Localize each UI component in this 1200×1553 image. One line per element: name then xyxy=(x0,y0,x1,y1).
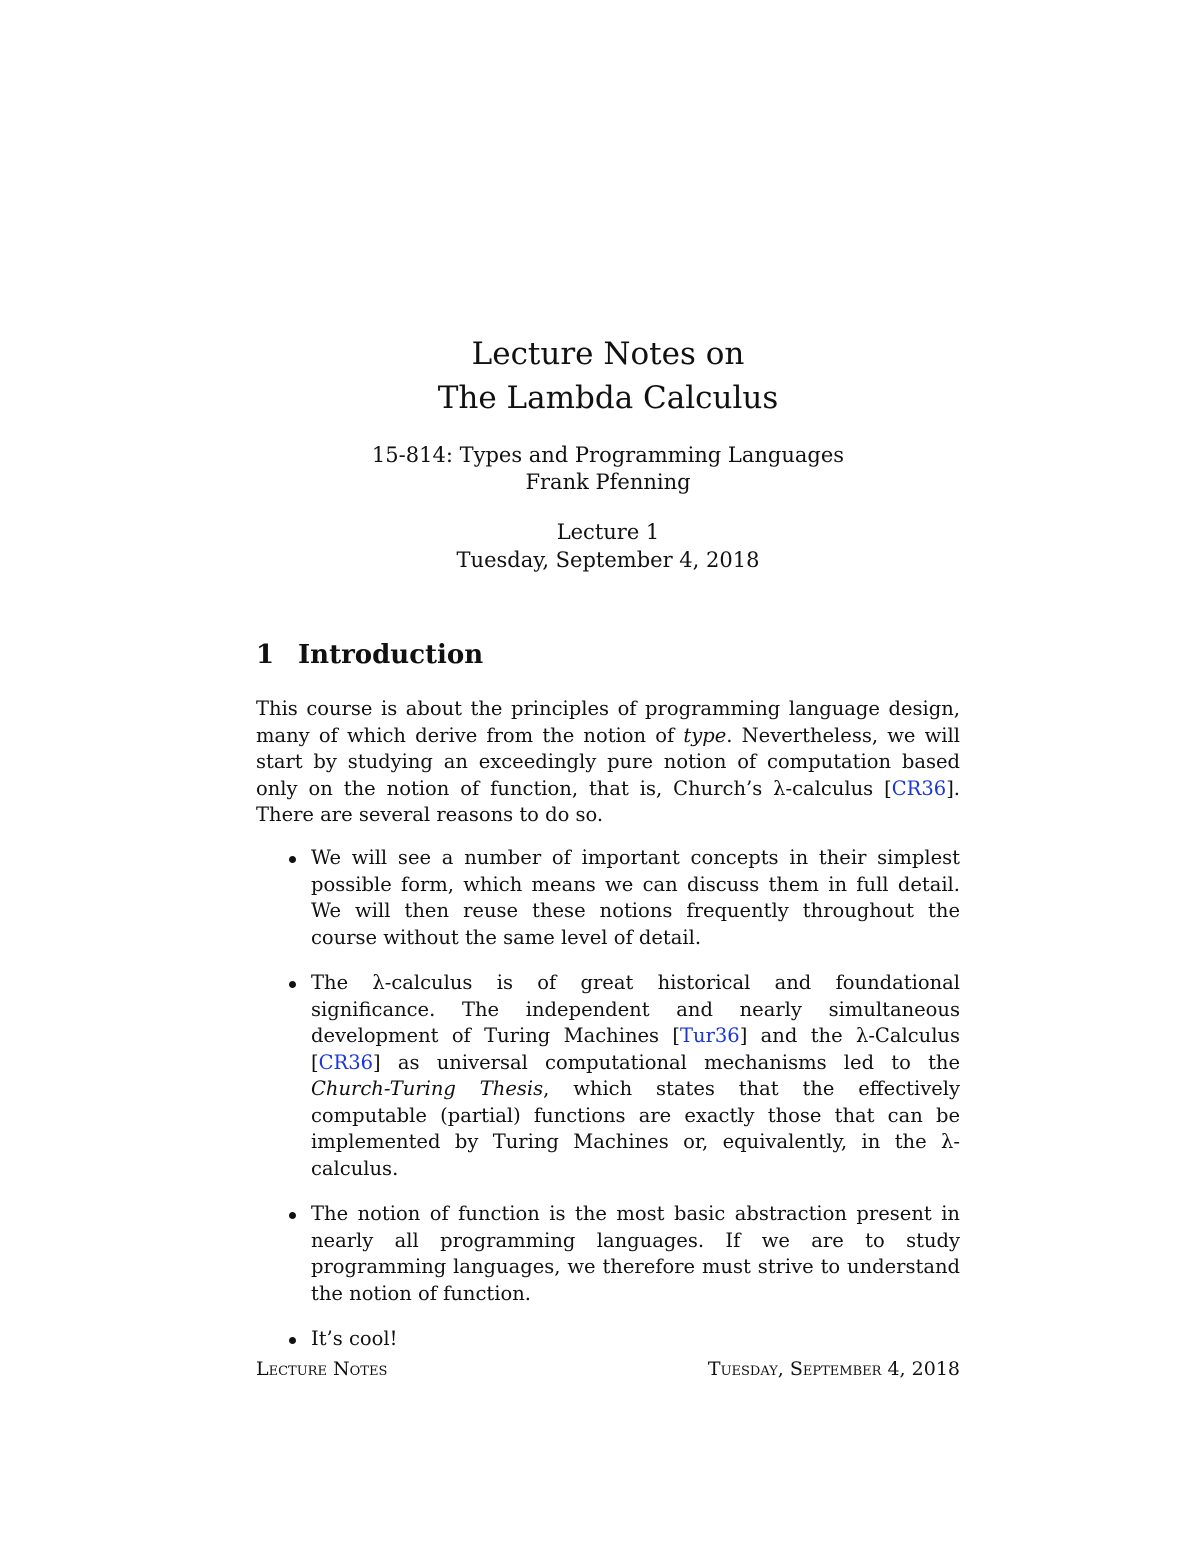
list-item xyxy=(256,845,960,951)
course-name: 15-814: Types and Programming Languages xyxy=(371,443,845,467)
section-number: 1 xyxy=(256,640,275,670)
list-item-text: We will see a number of important concepts in their simplest possible form, which means we can discuss them in full detail. We will then reuse these notions frequently throughout the course without the same level of detail. xyxy=(311,846,960,949)
bullet-icon xyxy=(289,1337,296,1344)
emphasis-church-turing: Church-Turing Thesis xyxy=(311,1077,544,1100)
footer-left: Lecture Notes xyxy=(256,1358,388,1380)
list-item xyxy=(256,1201,960,1307)
course-author-block xyxy=(0,442,1200,496)
list-item-text: It’s cool! xyxy=(311,1327,398,1350)
intro-text-b: . Nevertheless, we will start by studying an exceedingly pure notion of computation based only on the notion of function, that is, Church’s λ-calculus [ xyxy=(256,723,960,800)
list-item-text: The notion of function is the most basic abstraction present in nearly all programming languages. If we are to study programming languages, we therefore must strive to understand the notion of function. xyxy=(311,1202,960,1305)
section-heading xyxy=(256,640,483,670)
citation-link-cr36[interactable]: CR36 xyxy=(318,1050,374,1074)
lecture-info xyxy=(0,518,1200,574)
intro-text-a: This course is about the principles of programming language design, many of which derive from the notion of xyxy=(256,697,960,747)
bullet-icon xyxy=(289,1212,296,1219)
citation-link-cr36[interactable]: CR36 xyxy=(891,776,947,800)
title-block xyxy=(0,332,1200,574)
lecture-date: Tuesday, September 4, 2018 xyxy=(456,548,760,572)
intro-emphasis-type: type xyxy=(683,723,727,747)
reasons-list xyxy=(256,845,960,1372)
author-name: Frank Pfenning xyxy=(525,470,691,494)
list-item-text: , which states that the effectively computable (partial) functions are exactly those that can be implemented by Turing Machines or, equivalently, in the λ-calculus. xyxy=(311,1077,960,1180)
list-item-text: ] as universal computational mechanisms led to the xyxy=(373,1050,960,1074)
list-item-text: ] and the λ-Calculus [ xyxy=(311,1024,960,1074)
intro-text-c: ]. There are several reasons to do so. xyxy=(256,776,960,826)
title-line-2: The Lambda Calculus xyxy=(437,380,779,416)
bullet-icon xyxy=(289,856,296,863)
intro-paragraph xyxy=(256,696,960,829)
title-line-1: Lecture Notes on xyxy=(471,336,745,372)
page-footer xyxy=(256,1358,960,1380)
lecture-number: Lecture 1 xyxy=(556,520,660,544)
section-title: Introduction xyxy=(298,640,484,670)
list-item xyxy=(256,970,960,1182)
footer-right: Tuesday, September 4, 2018 xyxy=(707,1358,960,1380)
list-item xyxy=(256,1326,960,1353)
bullet-icon xyxy=(289,981,296,988)
citation-link-tur36[interactable]: Tur36 xyxy=(680,1024,740,1047)
list-item-text: The λ-calculus is of great historical and foundational significance. The independent and nearly simultaneous development of Turing Machines [ xyxy=(311,971,960,1047)
